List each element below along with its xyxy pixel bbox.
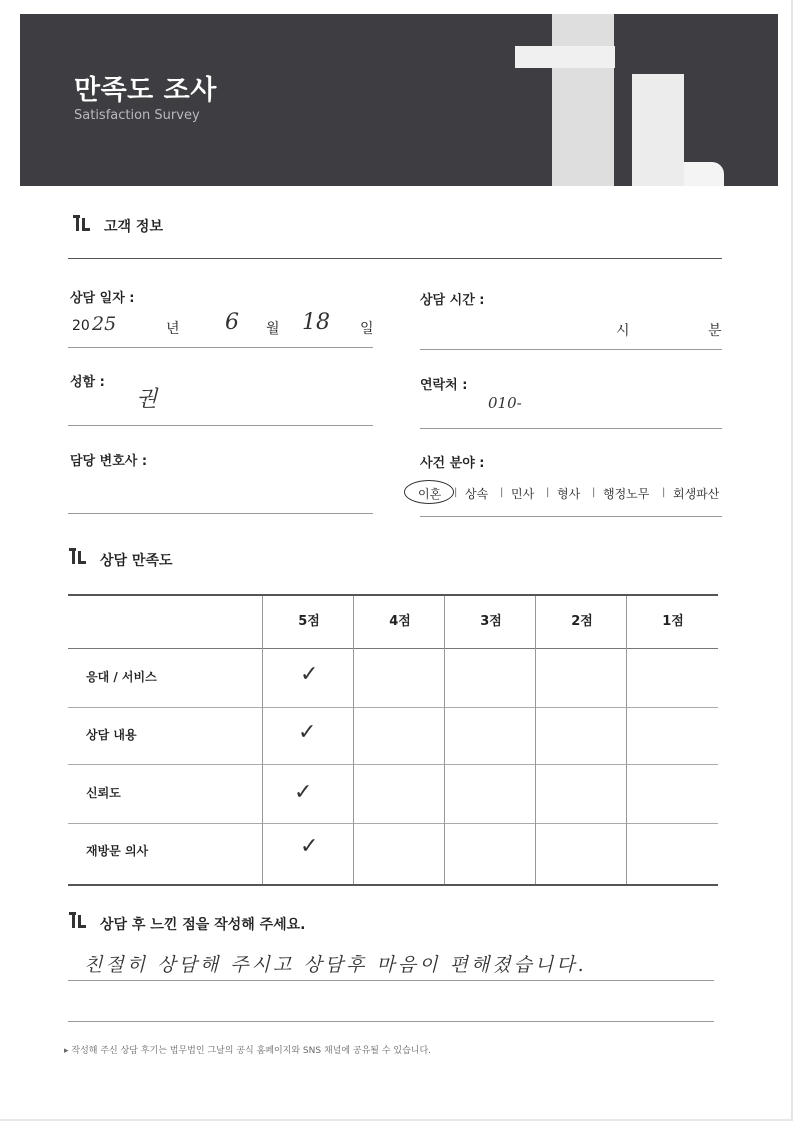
check-mark-revisit-5[interactable]: ✓ bbox=[300, 834, 319, 859]
case-separator: | bbox=[500, 487, 504, 498]
contact-handwritten[interactable]: 010- bbox=[488, 394, 522, 412]
section-divider bbox=[68, 258, 722, 259]
case-separator: | bbox=[454, 487, 458, 498]
date-month-unit: 월 bbox=[266, 321, 280, 337]
lawyer-field-line bbox=[68, 513, 373, 514]
time-label: 상담 시간 : bbox=[420, 293, 485, 308]
satisfaction-table bbox=[68, 594, 718, 886]
contact-label: 연락처 : bbox=[420, 378, 468, 393]
footnote-bullet: ▸ bbox=[64, 1046, 72, 1056]
case-option-bankruptcy[interactable]: 회생파산 bbox=[673, 487, 720, 501]
brand-section-icon bbox=[72, 213, 92, 233]
name-field-line bbox=[68, 425, 373, 426]
name-handwritten[interactable]: 권 bbox=[136, 387, 158, 412]
footnote bbox=[64, 1043, 431, 1056]
column-header-5: 5점 bbox=[298, 614, 320, 629]
name-label: 성함 : bbox=[70, 375, 105, 390]
row-label-trust: 신뢰도 bbox=[86, 786, 121, 800]
check-mark-content-5[interactable]: ✓ bbox=[298, 720, 317, 745]
column-header-1: 1점 bbox=[662, 614, 684, 629]
case-option-divorce[interactable]: 이혼 bbox=[418, 487, 442, 501]
page-subtitle: Satisfaction Survey bbox=[74, 108, 200, 123]
row-label-content: 상담 내용 bbox=[86, 728, 137, 742]
date-year-prefix: 20 bbox=[72, 318, 90, 334]
page-title: 만족도 조사 bbox=[74, 75, 217, 106]
brand-logo-mark-top bbox=[515, 46, 615, 68]
case-field-label: 사건 분야 : bbox=[420, 456, 485, 471]
row-label-revisit: 재방문 의사 bbox=[86, 844, 149, 858]
comment-handwritten[interactable]: 친절히 상담해 주시고 상담후 마음이 편해졌습니다. bbox=[84, 954, 587, 976]
brand-logo-mark bbox=[552, 14, 614, 186]
table-col-divider bbox=[262, 596, 263, 884]
date-field-line bbox=[68, 347, 373, 348]
comment-line-2 bbox=[68, 1021, 714, 1022]
table-col-divider bbox=[444, 596, 445, 884]
date-label: 상담 일자 : bbox=[70, 291, 135, 306]
contact-field-line bbox=[420, 428, 722, 429]
column-header-3: 3점 bbox=[480, 614, 502, 629]
table-col-divider bbox=[353, 596, 354, 884]
section-title-customer: 고객 정보 bbox=[104, 219, 163, 235]
date-day-unit: 일 bbox=[360, 321, 374, 337]
brand-section-icon bbox=[68, 546, 88, 566]
check-mark-trust-5[interactable]: ✓ bbox=[294, 780, 313, 805]
time-field-line bbox=[420, 349, 722, 350]
date-day-handwritten[interactable]: 18 bbox=[302, 310, 330, 335]
comment-line-1 bbox=[68, 980, 714, 981]
table-row-divider bbox=[68, 707, 718, 708]
date-month-handwritten[interactable]: 6 bbox=[225, 310, 239, 335]
case-option-administrative[interactable]: 행정노무 bbox=[603, 487, 650, 501]
row-label-service: 응대 / 서비스 bbox=[86, 670, 157, 684]
table-row-divider bbox=[68, 764, 718, 765]
check-mark-service-5[interactable]: ✓ bbox=[300, 662, 319, 687]
time-hour-unit: 시 bbox=[616, 323, 630, 339]
lawyer-label: 담당 변호사 : bbox=[70, 454, 148, 469]
table-col-divider bbox=[626, 596, 627, 884]
column-header-2: 2점 bbox=[571, 614, 593, 629]
case-separator: | bbox=[662, 487, 666, 498]
date-year-unit: 년 bbox=[166, 321, 180, 337]
case-separator: | bbox=[592, 487, 596, 498]
table-col-divider bbox=[535, 596, 536, 884]
brand-logo-mark-right bbox=[632, 74, 684, 186]
footnote-text: 작성해 주신 상담 후기는 법무법인 그날의 공식 홈페이지와 SNS 채널에 공유될 수 있습니다. bbox=[71, 1046, 432, 1056]
section-title-satisfaction: 상담 만족도 bbox=[100, 553, 173, 569]
date-year-handwritten[interactable]: 25 bbox=[92, 313, 117, 335]
case-option-criminal[interactable]: 형사 bbox=[557, 487, 581, 501]
case-separator: | bbox=[546, 487, 550, 498]
case-field-line bbox=[420, 516, 722, 517]
table-row-divider bbox=[68, 823, 718, 824]
brand-logo-mark-foot bbox=[684, 162, 724, 186]
case-option-inheritance[interactable]: 상속 bbox=[465, 487, 489, 501]
case-option-civil[interactable]: 민사 bbox=[511, 487, 535, 501]
section-title-comments: 상담 후 느낀 점을 작성해 주세요. bbox=[100, 917, 306, 933]
brand-section-icon bbox=[68, 910, 88, 930]
time-minute-unit: 분 bbox=[708, 323, 722, 339]
column-header-4: 4점 bbox=[389, 614, 411, 629]
table-header-divider bbox=[68, 648, 718, 649]
